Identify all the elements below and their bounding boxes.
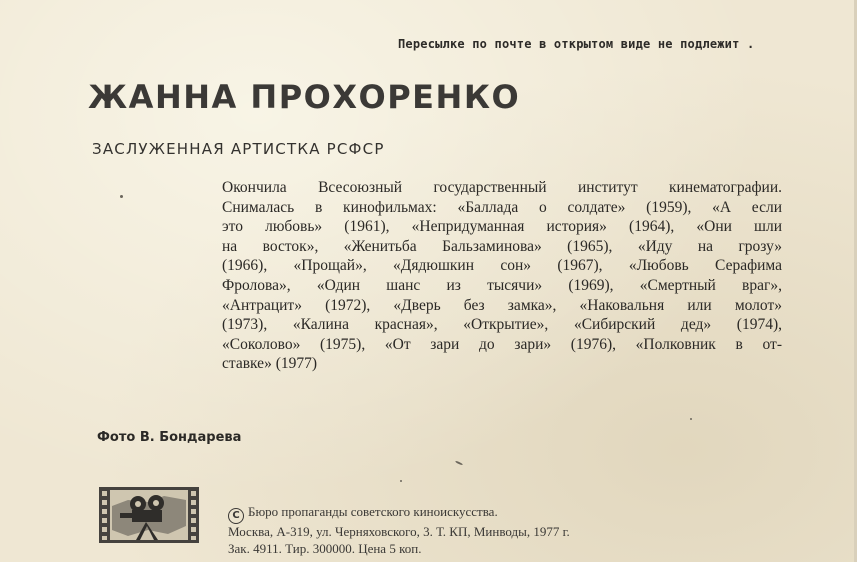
artist-name: ЖАННА ПРОХОРЕНКО [88,78,521,116]
paper-speck [120,195,123,198]
artist-title: ЗАСЛУЖЕННАЯ АРТИСТКА РСФСР [92,140,385,158]
paper-speck [400,480,402,482]
biography-line: Фролова», «Один шанс из тысячи» (1969), «Смертный враг», [222,276,782,294]
publisher-line-3: Зак. 4911. Тир. 300000. Цена 5 коп. [228,540,422,556]
paper-speck [690,418,692,420]
publisher-name: Бюро пропаганды советского киноискусства. [248,504,498,519]
biography-line: Окончила Всесоюзный государственный институт кинематографии. [222,179,782,196]
biography-line: Снималась в кинофильмах: «Баллада о солдате» (1959), «А если [222,198,782,216]
photo-credit: Фото В. Бондарева [97,430,242,445]
biography-line: «Антрацит» (1972), «Дверь без замка», «Наковальня или молот» [222,296,782,314]
biography-line: (1966), «Прощай», «Дядюшкин сон» (1967), «Любовь Серафима [222,257,782,275]
biography [222,178,782,374]
biography-line: ставке» (1977) [222,355,318,373]
publisher-line-1 [228,504,570,524]
publisher-line-2: Москва, А-319, ул. Черняховского, 3. Т. КП, Минводы, 1977 г. [228,524,570,539]
paper-speck [455,460,463,465]
biography-line: (1973), «Калина красная», «Открытие», «Сибирский дед» (1974), [222,316,782,334]
biography-line: «Соколово» (1975), «От зари до зари» (1976), «Полковник в от- [222,335,782,353]
biography-line: на восток», «Женитьба Бальзаминова» (1965), «Иду на грозу» [222,237,782,255]
biography-line: это любовь» (1961), «Непридуманная история» (1964), «Они шли [222,218,782,236]
film-camera-logo-icon [98,486,200,544]
postal-notice: Пересылке по почте в открытом виде не подлежит . [398,37,755,51]
copyright-icon: C [228,508,244,524]
publisher-info [228,504,570,557]
